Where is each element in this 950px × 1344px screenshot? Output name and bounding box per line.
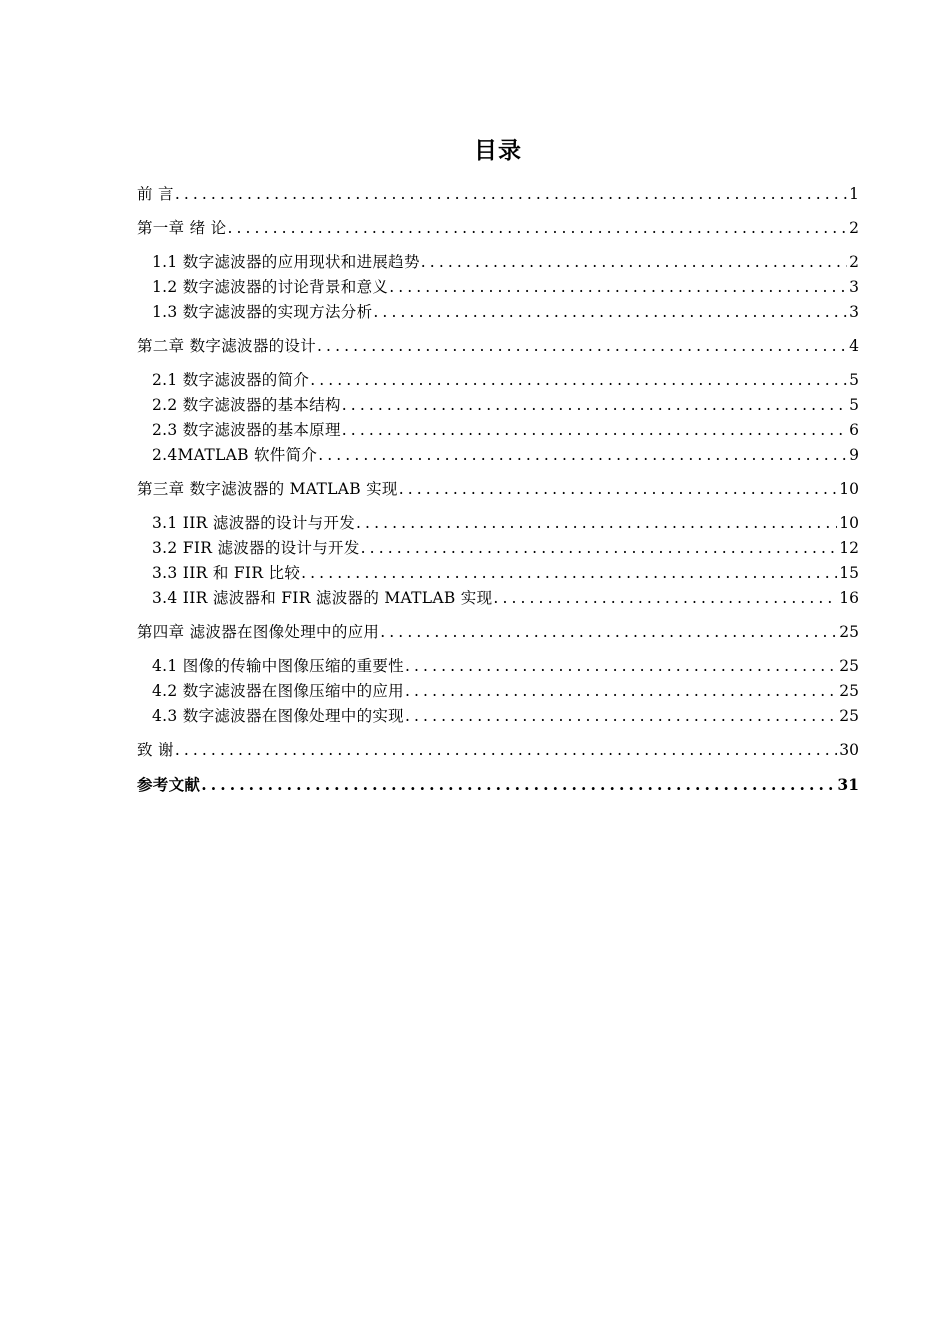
toc-entry-page: 2 (849, 219, 859, 237)
toc-entry[interactable] (137, 511, 859, 536)
toc-entry[interactable] (137, 216, 859, 241)
toc-leader-dots (493, 586, 837, 611)
toc-entry[interactable] (137, 738, 859, 763)
toc-leader-dots (405, 704, 837, 729)
toc-entry-page: 25 (839, 682, 859, 700)
toc-entry[interactable] (137, 300, 859, 325)
toc-entry-page: 10 (839, 514, 859, 532)
toc-entry[interactable] (137, 586, 859, 611)
toc-leader-dots (389, 275, 847, 300)
toc-leader-dots (317, 334, 847, 359)
toc-entry-page: 10 (839, 480, 859, 498)
toc-leader-dots (421, 250, 847, 275)
toc-entry[interactable] (137, 477, 859, 502)
toc-entry[interactable] (137, 393, 859, 418)
toc-entry-label: 3.4 IIR 滤波器和 FIR 滤波器的 MATLAB 实现 (152, 589, 493, 607)
toc-leader-dots (175, 738, 837, 763)
toc-entry[interactable] (137, 704, 859, 729)
table-of-contents (137, 182, 859, 797)
toc-leader-dots (405, 654, 837, 679)
toc-leader-dots (361, 536, 838, 561)
toc-leader-dots (310, 368, 847, 393)
toc-entry[interactable] (137, 250, 859, 275)
toc-entry-page: 4 (849, 337, 859, 355)
toc-leader-dots (405, 679, 837, 704)
toc-entry[interactable] (137, 536, 859, 561)
toc-leader-dots (201, 772, 835, 797)
toc-leader-dots (342, 418, 847, 443)
toc-entry[interactable] (137, 620, 859, 645)
toc-entry-label: 第三章 数字滤波器的 MATLAB 实现 (137, 480, 398, 498)
toc-entry-label: 2.3 数字滤波器的基本原理 (152, 421, 341, 439)
toc-entry-label: 3.3 IIR 和 FIR 比较 (152, 564, 301, 582)
toc-entry-page: 5 (849, 396, 859, 414)
toc-entry-page: 2 (849, 253, 859, 271)
toc-entry-page: 25 (839, 657, 859, 675)
toc-leader-dots (342, 393, 847, 418)
toc-entry-page: 12 (839, 539, 859, 557)
toc-entry-label: 第四章 滤波器在图像处理中的应用 (137, 623, 380, 641)
toc-leader-dots (227, 216, 847, 241)
toc-entry[interactable] (137, 772, 859, 797)
toc-entry-label: 第二章 数字滤波器的设计 (137, 337, 317, 355)
toc-entry-label: 4.1 图像的传输中图像压缩的重要性 (152, 657, 404, 675)
toc-entry-page: 5 (849, 371, 859, 389)
toc-entry-label: 2.4MATLAB 软件简介 (152, 446, 318, 464)
toc-leader-dots (380, 620, 837, 645)
toc-entry[interactable] (137, 654, 859, 679)
toc-leader-dots (399, 477, 838, 502)
toc-entry-page: 3 (849, 303, 859, 321)
toc-leader-dots (301, 561, 837, 586)
toc-entry-label: 参考文献 (137, 775, 201, 794)
toc-entry-page: 31 (837, 775, 859, 794)
toc-entry[interactable] (137, 418, 859, 443)
toc-leader-dots (175, 182, 847, 207)
toc-entry[interactable] (137, 334, 859, 359)
toc-entry[interactable] (137, 443, 859, 468)
toc-entry[interactable] (137, 182, 859, 207)
toc-entry-label: 3.2 FIR 滤波器的设计与开发 (152, 539, 360, 557)
toc-entry-page: 15 (839, 564, 859, 582)
toc-entry-label: 1.1 数字滤波器的应用现状和进展趋势 (152, 253, 420, 271)
toc-entry-label: 2.1 数字滤波器的简介 (152, 371, 310, 389)
toc-entry-page: 25 (839, 707, 859, 725)
toc-entry[interactable] (137, 275, 859, 300)
toc-entry-page: 25 (839, 623, 859, 641)
toc-title: 目录 (474, 138, 522, 164)
toc-entry-label: 第一章 绪 论 (137, 219, 227, 237)
toc-entry-page: 6 (849, 421, 859, 439)
toc-entry-page: 1 (849, 185, 859, 203)
toc-entry-label: 2.2 数字滤波器的基本结构 (152, 396, 341, 414)
toc-entry[interactable] (137, 368, 859, 393)
toc-leader-dots (318, 443, 847, 468)
toc-entry[interactable] (137, 679, 859, 704)
toc-entry-label: 3.1 IIR 滤波器的设计与开发 (152, 514, 356, 532)
toc-entry-page: 9 (849, 446, 859, 464)
toc-entry-page: 30 (839, 741, 859, 759)
toc-leader-dots (356, 511, 837, 536)
toc-entry-label: 4.3 数字滤波器在图像处理中的实现 (152, 707, 404, 725)
toc-entry[interactable] (137, 561, 859, 586)
toc-entry-label: 4.2 数字滤波器在图像压缩中的应用 (152, 682, 404, 700)
toc-entry-label: 1.3 数字滤波器的实现方法分析 (152, 303, 373, 321)
toc-entry-label: 1.2 数字滤波器的讨论背景和意义 (152, 278, 389, 296)
toc-leader-dots (373, 300, 847, 325)
toc-entry-page: 3 (849, 278, 859, 296)
toc-entry-page: 16 (839, 589, 859, 607)
toc-entry-label: 致 谢 (137, 741, 174, 759)
toc-entry-label: 前 言 (137, 185, 174, 203)
